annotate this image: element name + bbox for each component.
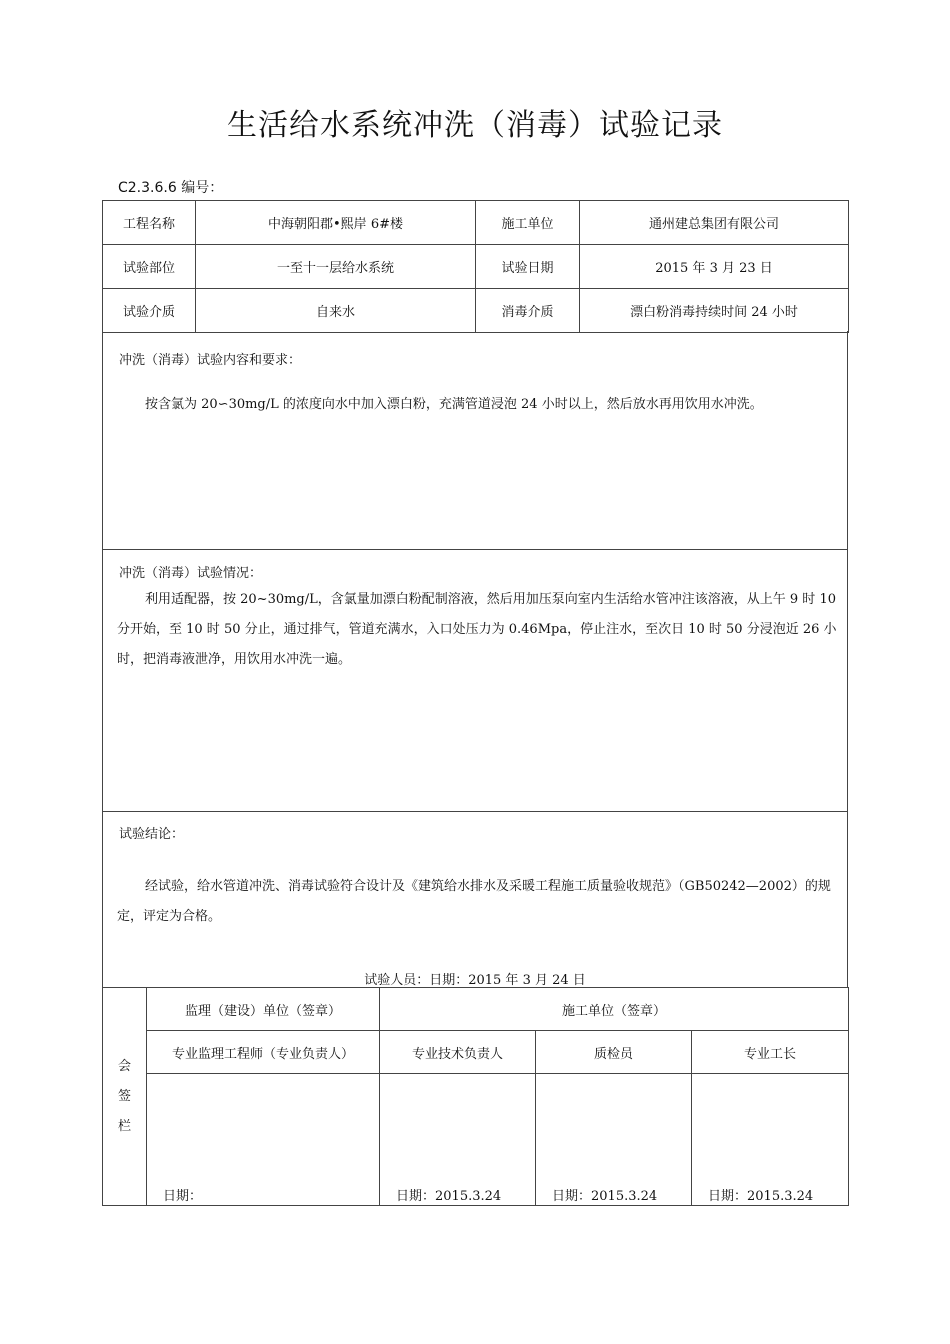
situation-heading: 冲洗（消毒）试验情况： xyxy=(119,566,263,581)
side-char: 签 xyxy=(117,1088,131,1104)
signoff-role-row xyxy=(103,1031,849,1074)
conclusion-heading: 试验结论： xyxy=(119,827,185,842)
test-location-label: 试验部位 xyxy=(103,245,196,289)
supervisor-role: 专业监理工程师（专业负责人） xyxy=(147,1031,380,1074)
info-table xyxy=(102,200,849,333)
construction-unit-header: 施工单位（签章） xyxy=(380,988,849,1031)
signoff-table xyxy=(102,987,849,1206)
signoff-side-label xyxy=(103,988,147,1206)
requirements-section xyxy=(102,331,848,550)
tech-lead-date-cell xyxy=(380,1074,536,1206)
document-title: 生活给水系统冲洗（消毒）试验记录 xyxy=(227,108,723,143)
tech-lead-date: 日期：2015.3.24 xyxy=(396,1189,502,1204)
contractor-label: 施工单位 xyxy=(476,201,580,245)
inspector-role: 质检员 xyxy=(536,1031,692,1074)
inspector-date-cell xyxy=(536,1074,692,1206)
conclusion-section xyxy=(102,812,848,988)
foreman-date-cell xyxy=(692,1074,849,1206)
test-location-value: 一至十一层给水系统 xyxy=(196,245,476,289)
conclusion-text: 经试验，给水管道冲洗、消毒试验符合设计及《建筑给水排水及采暖工程施工质量验收规范》（GB50242—2002）的规定，评定为合格。 xyxy=(117,879,831,924)
test-date-label: 试验日期 xyxy=(476,245,580,289)
test-medium-label: 试验介质 xyxy=(103,289,196,333)
project-name-label: 工程名称 xyxy=(103,201,196,245)
tech-lead-role: 专业技术负责人 xyxy=(380,1031,536,1074)
supervisor-date: 日期： xyxy=(163,1189,203,1204)
side-char: 栏 xyxy=(117,1118,131,1134)
inspector-date: 日期：2015.3.24 xyxy=(552,1189,658,1204)
info-row xyxy=(103,201,849,245)
side-char: 会 xyxy=(117,1058,131,1074)
foreman-date: 日期：2015.3.24 xyxy=(708,1189,814,1204)
test-medium-value: 自来水 xyxy=(196,289,476,333)
info-row xyxy=(103,289,849,333)
tester-signline: 试验人员：日期：2015 年 3 月 24 日 xyxy=(364,973,586,988)
signoff-header-row xyxy=(103,988,849,1031)
test-date-value: 2015 年 3 月 23 日 xyxy=(580,245,849,289)
requirements-text: 按含氯为 20∽30mg/L 的浓度向水中加入漂白粉，充满管道浸泡 24 小时以上，然后放水再用饮用水冲洗。 xyxy=(145,397,763,412)
supervision-unit-header: 监理（建设）单位（签章） xyxy=(147,988,380,1031)
project-name-value: 中海朝阳郡•熙岸 6#楼 xyxy=(196,201,476,245)
info-row xyxy=(103,245,849,289)
contractor-value: 通州建总集团有限公司 xyxy=(580,201,849,245)
situation-text: 利用适配器，按 20~30mg/L，含氯量加漂白粉配制溶液，然后用加压泵向室内生活给水管冲注该溶液，从上午 9 时 10 分开始，至 10 时 50 分止，通过排气，管道充满水，入口处压力为 0.46Mpa，停止注水，至次日 10 时 50 分浸泡近 26 小时，把消毒液泄净，用饮用水冲洗一遍。 xyxy=(117,592,837,667)
signoff-date-row xyxy=(103,1074,849,1206)
disinfect-medium-value: 漂白粉消毒持续时间 24 小时 xyxy=(580,289,849,333)
situation-section xyxy=(102,550,848,812)
supervisor-date-cell xyxy=(147,1074,380,1206)
document-code: C2.3.6.6 编号： xyxy=(118,180,224,196)
disinfect-medium-label: 消毒介质 xyxy=(476,289,580,333)
requirements-heading: 冲洗（消毒）试验内容和要求： xyxy=(119,353,302,368)
foreman-role: 专业工长 xyxy=(692,1031,849,1074)
